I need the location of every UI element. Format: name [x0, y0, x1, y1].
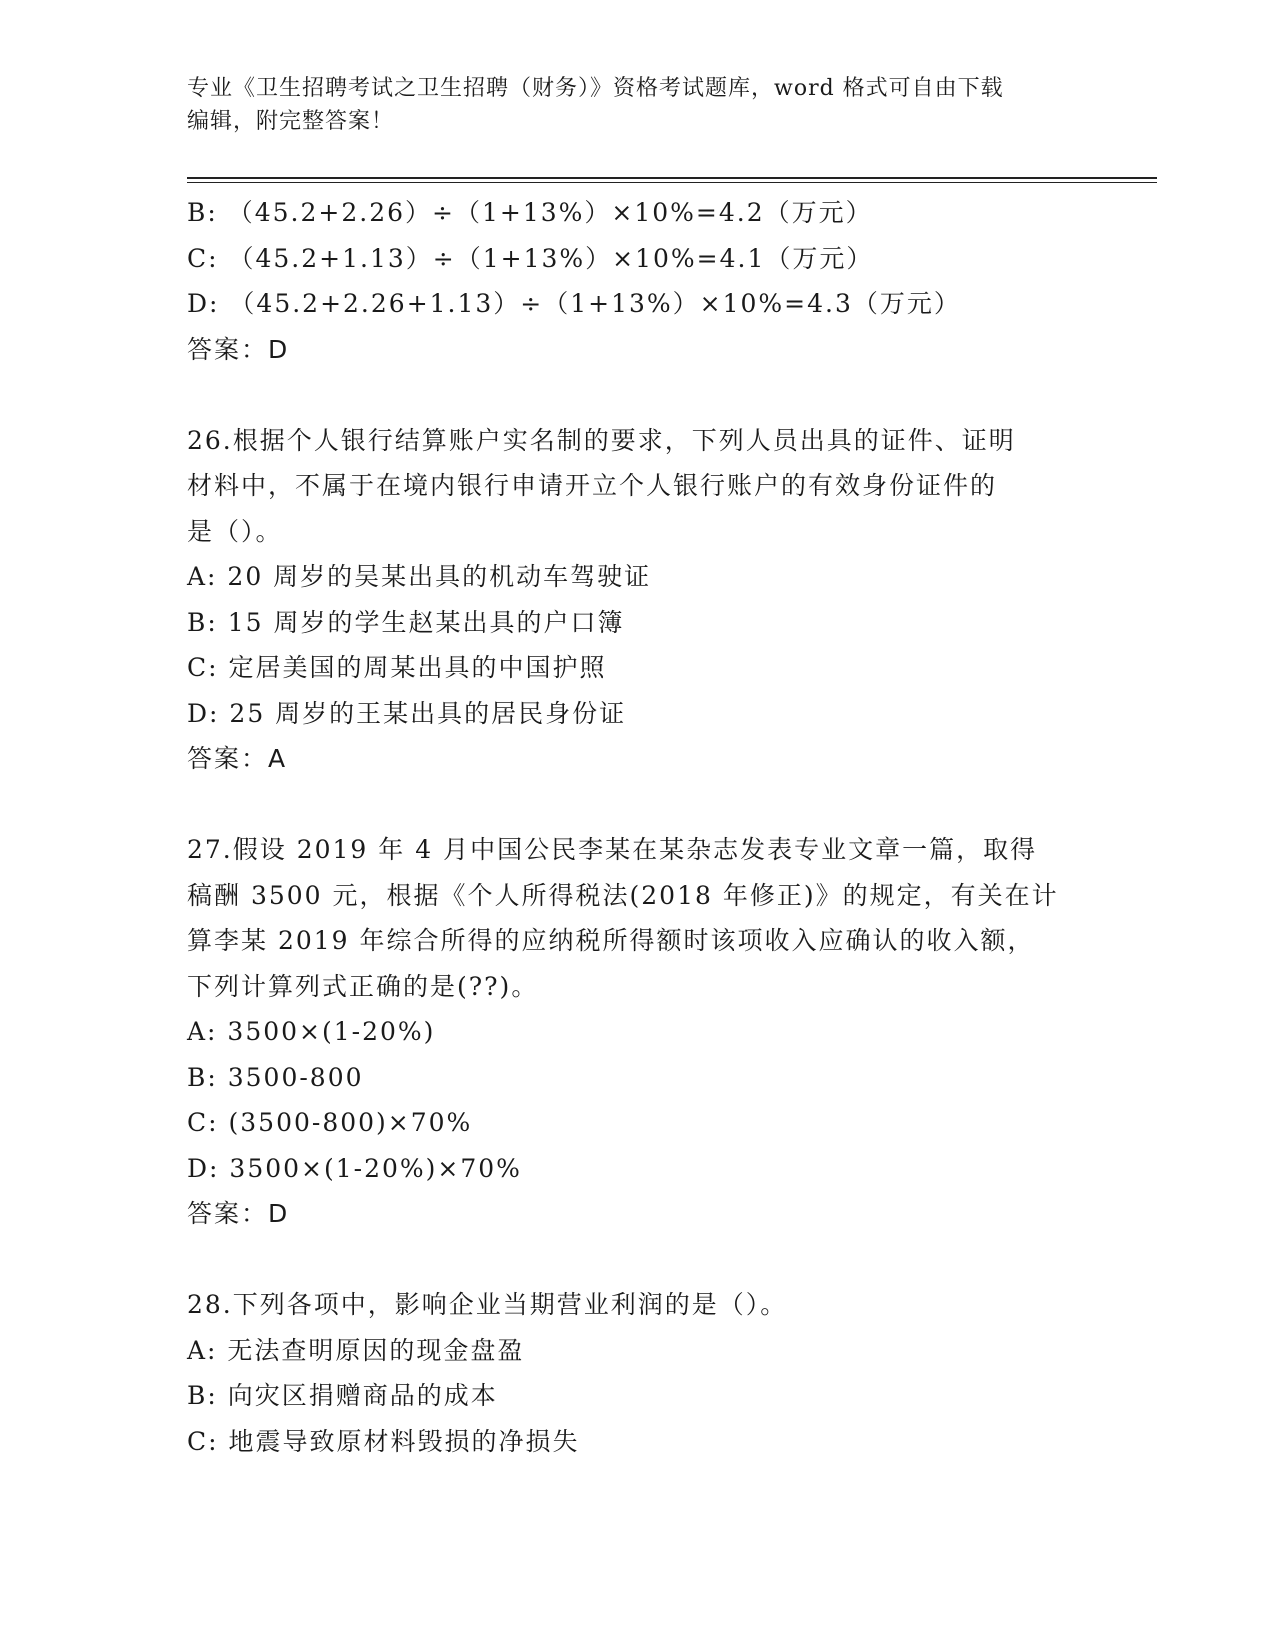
q27-stem-line-4: 下列计算列式正确的是(??)。	[187, 971, 539, 1001]
q27-stem-line-1: 27.假设 2019 年 4 月中国公民李某在某杂志发表专业文章一篇，取得	[187, 835, 1038, 864]
q26-option-b: B: 15 周岁的学生赵某出具的户口簿	[187, 607, 625, 637]
q27-stem-line-3: 算李某 2019 年综合所得的应纳税所得额时该项收入应确认的收入额，	[187, 926, 1035, 955]
spacer	[187, 782, 1087, 828]
question-28	[187, 1282, 1087, 1464]
q26-option-d: D: 25 周岁的王某出具的居民身份证	[187, 698, 627, 728]
header-line-2: 编辑，附完整答案！	[187, 109, 395, 134]
q27-answer: 答案：D	[187, 1199, 290, 1228]
q25-answer: 答案：D	[187, 334, 290, 364]
q26-stem-line-1: 26.根据个人银行结算账户实名制的要求，下列人员出具的证件、证明	[187, 425, 1016, 455]
question-26	[187, 418, 1087, 782]
question-27	[187, 827, 1087, 1237]
spacer	[187, 1237, 1087, 1283]
q25-option-b: B: （45.2+2.26）÷（1+13%）×10%=4.2（万元）	[187, 198, 873, 227]
header-divider-thick	[187, 177, 1157, 179]
q27-stem-line-2: 稿酬 3500 元，根据《个人所得税法(2018 年修正)》的规定，有关在计	[187, 880, 1059, 910]
q25-option-c: C: （45.2+1.13）÷（1+13%）×10%=4.1（万元）	[187, 243, 874, 273]
q28-stem-line-1: 28.下列各项中，影响企业当期营业利润的是（）。	[187, 1290, 788, 1319]
q26-answer: 答案：A	[187, 744, 288, 773]
q27-option-b: B: 3500-800	[187, 1062, 364, 1092]
q26-option-a: A: 20 周岁的吴某出具的机动车驾驶证	[187, 562, 652, 591]
header-divider-thin	[187, 182, 1157, 183]
q28-option-b: B: 向灾区捐赠商品的成本	[187, 1381, 498, 1410]
header-line-1: 专业《卫生招聘考试之卫生招聘（财务）》资格考试题库，word 格式可自由下载	[187, 76, 1004, 101]
q26-stem-line-2: 材料中，不属于在境内银行申请开立个人银行账户的有效身份证件的	[187, 471, 998, 500]
question-content	[187, 190, 1087, 1464]
q27-option-a: A: 3500×(1-20%)	[187, 1017, 436, 1046]
question-25	[187, 190, 1087, 372]
q28-option-a: A: 无法查明原因的现金盘盈	[187, 1335, 525, 1365]
spacer	[187, 372, 1087, 418]
q25-option-d: D: （45.2+2.26+1.13）÷（1+13%）×10%=4.3（万元）	[187, 289, 961, 318]
q28-option-c: C: 地震导致原材料毁损的净损失	[187, 1426, 580, 1456]
document-header	[187, 72, 1087, 138]
q26-stem-line-3: 是（）。	[187, 516, 283, 546]
q27-option-d: D: 3500×(1-20%)×70%	[187, 1153, 522, 1183]
q27-option-c: C: (3500-800)×70%	[187, 1108, 473, 1137]
q26-option-c: C: 定居美国的周某出具的中国护照	[187, 653, 607, 682]
